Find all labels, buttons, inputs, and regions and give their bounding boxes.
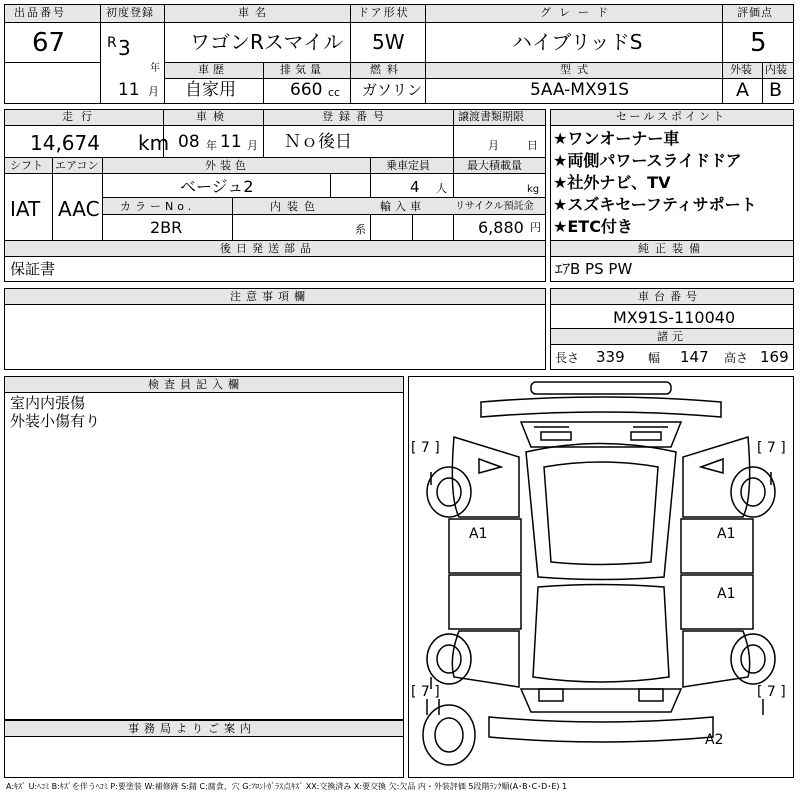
- tire-mark: [ 7 ]: [757, 684, 786, 700]
- first-reg-year: 3: [118, 36, 131, 60]
- capacity-label: 乗車定員: [386, 159, 430, 172]
- car-name: ワゴンRスマイル: [190, 30, 344, 54]
- specs-height: 169: [760, 348, 789, 366]
- tire-mark: [ 7 ]: [411, 440, 440, 456]
- aircon-value: AAC: [58, 197, 100, 221]
- model-label: 型式: [560, 63, 594, 76]
- capacity-value: 4: [410, 178, 420, 196]
- color-no-label: カラーNo.: [120, 200, 196, 213]
- sales-point-item: ★スズキセーフティサポート: [553, 195, 757, 214]
- int-color-unit: 系: [355, 223, 366, 236]
- int-color-label: 内装色: [270, 200, 321, 213]
- import-car-label: 輸入車: [380, 200, 425, 213]
- inspection-label: 車検: [196, 110, 230, 123]
- inspection-month-unit: 月: [247, 139, 258, 152]
- max-load-unit: kg: [527, 184, 540, 195]
- fuel-value: ガソリン: [362, 81, 423, 99]
- equipment-label: 純正装備: [638, 242, 706, 255]
- damage-mark: A1: [469, 526, 488, 542]
- model-value: 5AA-MX91S: [530, 80, 630, 100]
- equipment-value: ｴｱB PS PW: [555, 260, 633, 278]
- door-type: 5W: [372, 30, 405, 54]
- transfer-day-unit: 日: [527, 139, 538, 152]
- transfer-month-unit: 月: [488, 139, 499, 152]
- score-label: 評価点: [737, 6, 773, 19]
- chassis-value: MX91S-110040: [613, 308, 736, 327]
- door-label: ドア形状: [358, 6, 410, 19]
- fuel-label: 燃料: [370, 63, 404, 76]
- first-reg-label: 初度登録: [106, 6, 154, 19]
- sales-point-item: ★ETC付き: [553, 217, 633, 236]
- color-no-value: 2BR: [150, 218, 183, 237]
- history-label: 車歴: [198, 63, 228, 76]
- reg-no-value: Ｎｏ後日: [284, 132, 352, 152]
- sales-point-label: セールスポイント: [616, 110, 728, 123]
- mileage-unit: km: [138, 131, 170, 155]
- history-value: 自家用: [185, 80, 236, 100]
- ext-grade-value: A: [736, 79, 749, 101]
- damage-mark: A1: [717, 526, 736, 542]
- shift-label: シフト: [10, 159, 43, 172]
- recycle-unit: 円: [530, 221, 541, 234]
- specs-length: 339: [596, 348, 625, 366]
- grade-value: ハイブリッドS: [512, 30, 643, 54]
- score-value: 5: [750, 28, 767, 58]
- specs-height-label: 高さ: [724, 351, 749, 365]
- inspection-year: 08: [178, 132, 200, 152]
- office-label: 事務局よりご案内: [128, 722, 256, 735]
- tire-mark: [ 7 ]: [411, 684, 440, 700]
- reg-no-label: 登録番号: [322, 110, 390, 123]
- tire-mark: [ 7 ]: [757, 440, 786, 456]
- sales-point-item: ★社外ナビ、TV: [553, 173, 671, 192]
- int-grade-label: 内装: [765, 63, 787, 76]
- displacement-label: 排気量: [280, 63, 325, 76]
- ext-grade-label: 外装: [730, 63, 752, 76]
- car-diagram: [408, 376, 794, 778]
- specs-width-label: 幅: [648, 351, 661, 365]
- first-reg-year-unit: 年: [150, 63, 160, 74]
- inspector-line: 外装小傷有り: [10, 412, 101, 430]
- lot-number: 67: [32, 28, 66, 58]
- legend-text: A:ｷｽﾞ U:ﾍｺﾐ B:ｷｽﾞを伴うﾍｺﾐ P:要塗装 W:補修跡 S:錆 C:腐食、穴 G:ﾌﾛﾝﾄｶﾞﾗｽ点ｷｽﾞ XX:交換済み X:要交換 欠:欠品 内・外装評価 5段階ﾗﾝｸ順(A･B･C･D･E) 1: [6, 782, 568, 791]
- inspection-year-unit: 年: [206, 139, 217, 152]
- specs-width: 147: [680, 348, 709, 366]
- transfer-label: 譲渡書類期限: [458, 110, 524, 123]
- shift-value: IAT: [10, 197, 41, 221]
- sales-point-item: ★ワンオーナー車: [553, 129, 680, 148]
- later-parts-value: 保証書: [10, 260, 56, 278]
- specs-label: 諸元: [657, 330, 687, 343]
- mileage-label: 走行: [62, 110, 100, 123]
- specs-length-label: 長さ: [555, 351, 580, 365]
- damage-mark: A1: [717, 586, 736, 602]
- lot-label: 出品番号: [14, 6, 66, 19]
- recycle-value: 6,880: [478, 218, 524, 237]
- inspector-label: 検査員記入欄: [148, 378, 244, 391]
- grade-label: グレード: [540, 6, 616, 19]
- car-name-label: 車名: [238, 6, 272, 19]
- first-reg-month: 11: [118, 80, 140, 100]
- chassis-label: 車台番号: [638, 290, 702, 303]
- displacement-value: 660: [290, 80, 323, 100]
- later-parts-label: 後日発送部品: [220, 242, 316, 255]
- recycle-label: リサイクル預託金: [455, 201, 534, 212]
- car-outline-svg: [409, 377, 793, 777]
- displacement-unit: cc: [328, 86, 341, 99]
- aircon-label: エアコン: [55, 159, 99, 172]
- first-reg-era: R: [107, 35, 117, 51]
- inspector-line: 室内内張傷: [10, 394, 86, 412]
- ext-color-value: ベージュ2: [180, 177, 254, 196]
- int-grade-value: B: [769, 79, 783, 101]
- damage-mark: A2: [705, 732, 724, 748]
- ext-color-label: 外装色: [205, 159, 250, 172]
- capacity-unit: 人: [436, 182, 447, 195]
- mileage-value: 14,674: [30, 131, 100, 155]
- max-load-label: 最大積載量: [467, 159, 522, 172]
- inspection-month: 11: [220, 132, 242, 152]
- sales-point-item: ★両側パワースライドドア: [553, 151, 742, 170]
- first-reg-month-unit: 月: [148, 85, 159, 98]
- notes-label: 注意事項欄: [230, 290, 310, 303]
